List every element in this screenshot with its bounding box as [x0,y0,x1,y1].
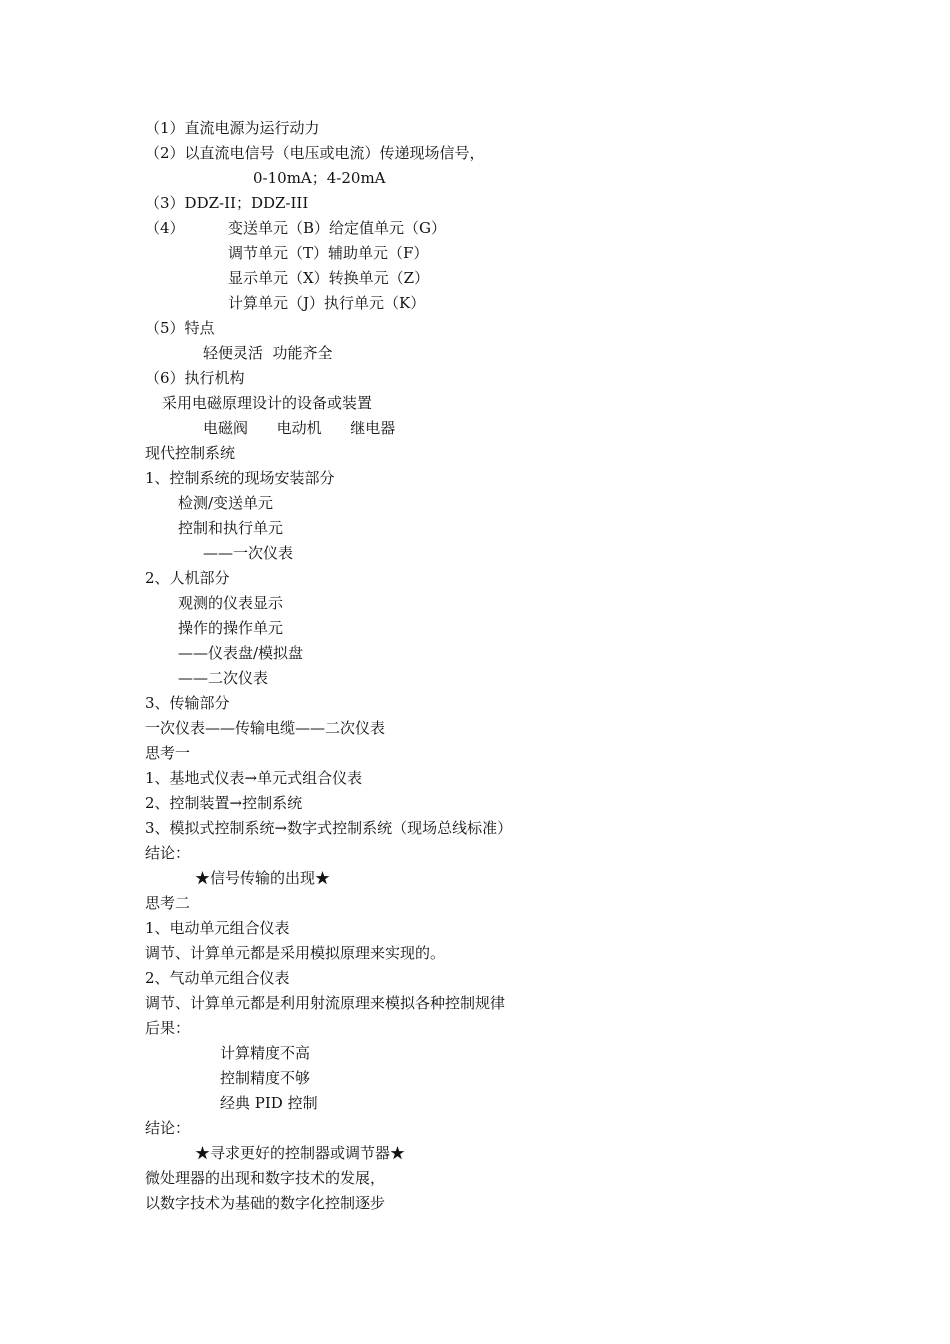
text-line: 经典 PID 控制 [220,1094,318,1112]
text-line: 3、模拟式控制系统→数字式控制系统（现场总线标准） [145,819,513,837]
text-line: 变送单元（B）给定值单元（G） [228,219,447,237]
text-line: 轻便灵活 功能齐全 [203,344,333,362]
text-line: 一次仪表——传输电缆——二次仪表 [145,719,386,737]
text-line: 计算单元（J）执行单元（K） [228,294,426,312]
text-line: ——一次仪表 [203,544,294,562]
text-line: 2、人机部分 [145,569,230,587]
text-line: 结论： [145,844,191,862]
text-line: 以数字技术为基础的数字化控制逐步 [145,1194,386,1212]
text-line: 思考二 [145,894,191,912]
text-line: （3）DDZ-II；DDZ-III [145,194,309,212]
text-line: 0-10mA；4-20mA [253,169,386,187]
text-line: 思考一 [145,744,191,762]
text-line: 2、气动单元组合仪表 [145,969,290,987]
text-line: ★寻求更好的控制器或调节器★ [195,1144,406,1162]
text-line: 检测/变送单元 [178,494,274,512]
text-line: 观测的仪表显示 [178,594,284,612]
text-line: 计算精度不高 [220,1044,311,1062]
text-line: （5）特点 [145,319,215,337]
text-line: 采用电磁原理设计的设备或装置 [162,394,373,412]
text-line: （6）执行机构 [145,369,245,387]
text-line: 现代控制系统 [145,444,236,462]
text-line: 调节单元（T）辅助单元（F） [228,244,429,262]
text-line: 3、传输部分 [145,694,230,712]
text-line: 1、基地式仪表→单元式组合仪表 [145,769,363,787]
text-line: 电磁阀 电动机 继电器 [203,419,396,437]
text-line: 控制精度不够 [220,1069,311,1087]
text-line: 后果： [145,1019,191,1037]
text-line: ——仪表盘/模拟盘 [178,644,304,662]
text-line: 控制和执行单元 [178,519,284,537]
text-line: （2）以直流电信号（电压或电流）传递现场信号， [145,144,485,162]
text-line: 调节、计算单元都是利用射流原理来模拟各种控制规律 [145,994,506,1012]
text-line: 调节、计算单元都是采用模拟原理来实现的。 [145,944,446,962]
text-line: 1、控制系统的现场安装部分 [145,469,335,487]
text-line: 1、电动单元组合仪表 [145,919,290,937]
text-line: 结论： [145,1119,191,1137]
text-line: ——二次仪表 [178,669,269,687]
text-line: 操作的操作单元 [178,619,284,637]
text-line: （4） [145,219,185,237]
text-line: 微处理器的出现和数字技术的发展， [145,1169,386,1187]
text-line: 2、控制装置→控制系统 [145,794,303,812]
text-line: 显示单元（X）转换单元（Z） [228,269,430,287]
text-line: ★信号传输的出现★ [195,869,331,887]
text-line: （1）直流电源为运行动力 [145,119,320,137]
